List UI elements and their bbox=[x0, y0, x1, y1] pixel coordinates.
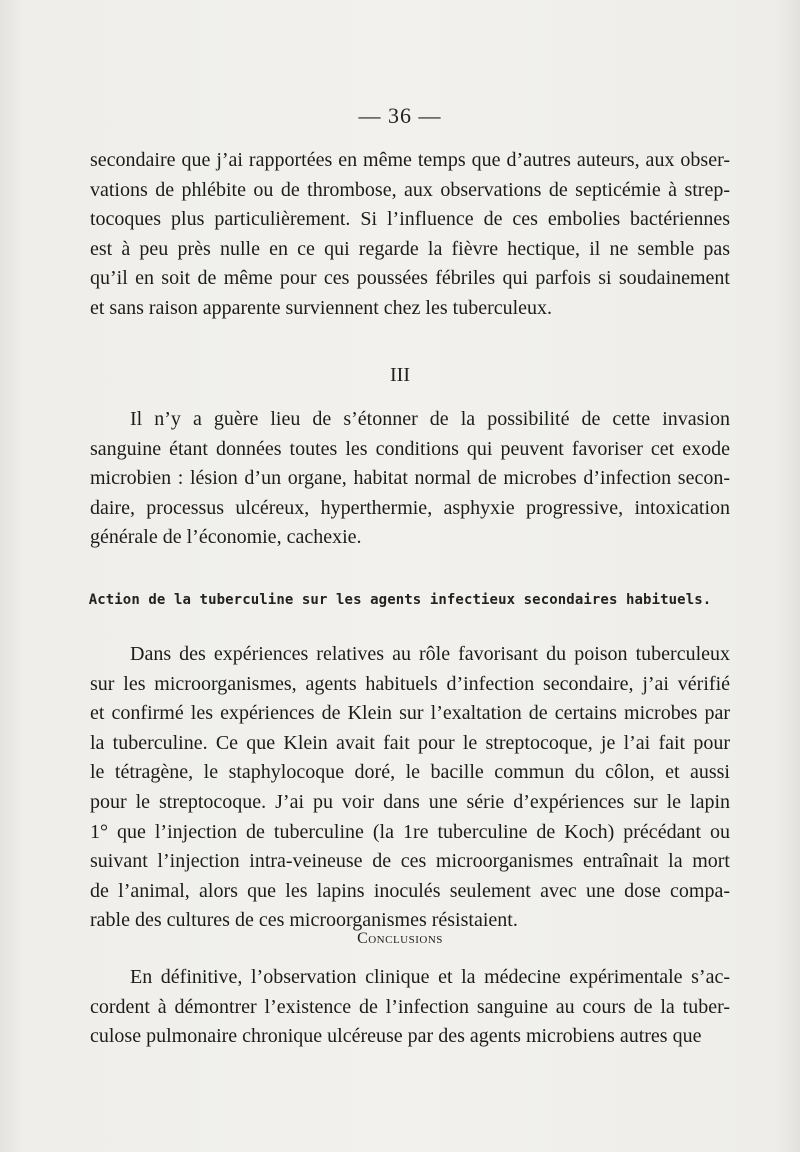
text-line: 1° que l’injection de tuberculine (la 1re tuberculine de Koch) précédant ou bbox=[90, 820, 730, 843]
section-numeral: III bbox=[390, 364, 410, 386]
text-line: est à peu près nulle en ce qui regarde la fièvre hectique, il ne semble pas bbox=[90, 237, 730, 260]
text-line: En définitive, l’observation clinique et la médecine expérimentale s’ac- bbox=[130, 966, 730, 988]
text-line: secondaire que j’ai rapportées en même temps que d’autres auteurs, aux obser- bbox=[90, 149, 730, 171]
text-line: qu’il en soit de même pour ces poussées fébriles qui parfois si soudainement bbox=[90, 267, 730, 290]
text-line: microbien : lésion d’un organe, habitat normal de microbes d’infection secon- bbox=[90, 467, 730, 490]
text-line: vations de phlébite ou de thrombose, aux observations de septicémie à strep- bbox=[90, 178, 730, 201]
paragraph-4 bbox=[90, 963, 730, 1052]
conclusions-heading: Conclusions bbox=[357, 930, 443, 947]
text-line: générale de l’économie, cachexie. bbox=[90, 526, 362, 549]
text-line: rable des cultures de ces microorganismes résistaient. bbox=[90, 909, 518, 932]
text-line: et sans raison apparente surviennent chez les tuberculeux. bbox=[90, 296, 553, 319]
text-line: le tétragène, le staphylocoque doré, le bacille commun du côlon, et aussi bbox=[90, 761, 730, 784]
text-line: sanguine étant données toutes les conditions qui peuvent favoriser cet exode bbox=[90, 437, 730, 460]
text-line: tocoques plus particulièrement. Si l’influence de ces embolies bactériennes bbox=[90, 208, 730, 231]
paragraph-2 bbox=[90, 405, 730, 553]
paragraph-1 bbox=[90, 146, 730, 324]
text-line: culose pulmonaire chronique ulcéreuse par des agents microbiens autres que bbox=[90, 1025, 702, 1048]
text-line: daire, processus ulcéreux, hyperthermie, asphyxie progressive, intoxication bbox=[90, 496, 730, 519]
text-line: cordent à démontrer l’existence de l’infection sanguine au cours de la tuber- bbox=[90, 995, 730, 1018]
text-line: Dans des expériences relatives au rôle favorisant du poison tuberculeux bbox=[130, 643, 730, 665]
subheading: Action de la tuberculine sur les agents infectieux secondaires habituels. bbox=[88, 592, 712, 608]
text-line: la tuberculine. Ce que Klein avait fait pour le streptocoque, je l’ai fait pour bbox=[90, 731, 730, 754]
text-line: sur les microorganismes, agents habituels d’infection secondaire, j’ai vérifié bbox=[90, 672, 730, 695]
text-line: pour le streptocoque. J’ai pu voir dans une série d’expériences sur le lapin bbox=[90, 790, 730, 813]
text-line: suivant l’injection intra-veineuse de ces microorganismes entraînait la mort bbox=[90, 850, 730, 873]
paragraph-3 bbox=[90, 640, 730, 936]
text-line: Il n’y a guère lieu de s’étonner de la possibilité de cette invasion bbox=[130, 408, 730, 430]
page-number: — 36 — bbox=[358, 103, 442, 128]
text-line: de l’animal, alors que les lapins inoculés seulement avec une dose compa- bbox=[90, 879, 730, 902]
text-line: et confirmé les expériences de Klein sur l’exaltation de certains microbes par bbox=[90, 702, 730, 725]
